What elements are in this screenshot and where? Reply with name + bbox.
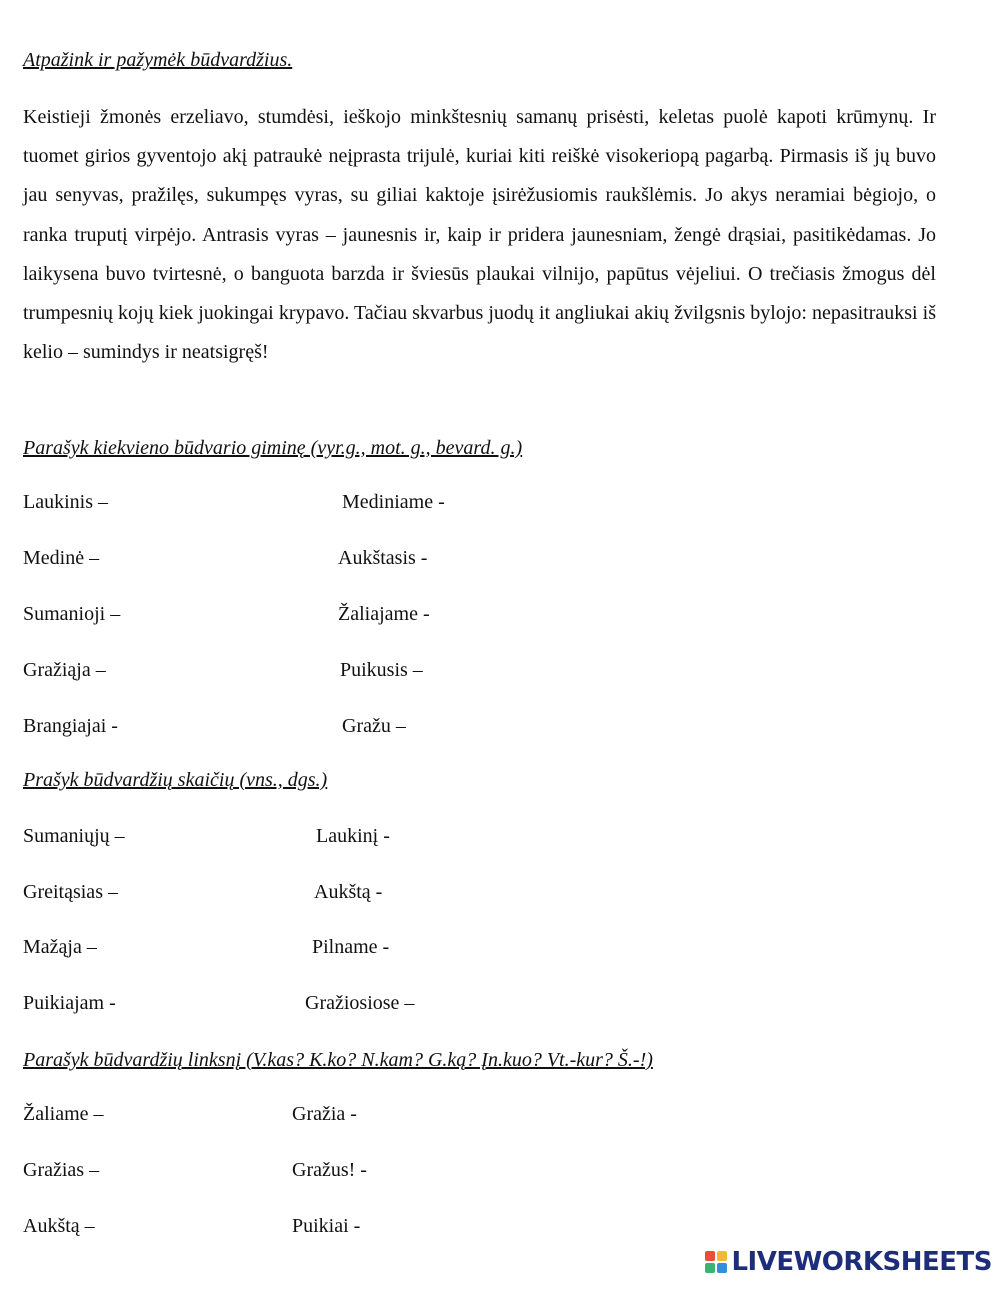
gender-item-right: Gražu –: [342, 715, 406, 737]
case-item-right: Puikiai -: [292, 1215, 361, 1237]
number-item-right: Pilname -: [312, 936, 390, 958]
number-item-right: Aukštą -: [314, 881, 383, 903]
gender-item-left: Laukinis –: [23, 491, 108, 513]
number-item-right: Laukinį -: [316, 825, 390, 847]
gender-item-right: Aukštasis -: [338, 547, 428, 569]
gender-item-left: Gražiąja –: [23, 659, 106, 681]
reading-paragraph: Keistieji žmonės erzeliavo, stumdėsi, ieškojo minkštesnių samanų prisėsti, keletas puolė kapoti krūmynų. Ir tuomet girios gyventojo akį patraukė neįprasta trijulė, kuriai kiti reiškė visokeriopą pagarbą. Pirmasis iš jų buvo jau senyvas, pražilęs, sukumpęs vyras, su giliai kaktoje įsirėžusiomis raukšlėmis. Jo akys neramiai bėgiojo, o ranka truputį virpėjo. Antrasis vyras – jaunesnis ir, kaip ir pridera jaunesniam, žengė drąsiai, pasitikėdamas. Jo laikysena buvo tvirtesnė, o banguota barzda ir šviesūs plaukai vilnijo, papūtus vėjeliui. O trečiasis žmogus dėl trumpesnių kojų kiek juokingai krypavo. Tačiau skvarbus juodų it angliukai akių žvilgsnis bylojo: nepasitrauksi iš kelio – sumindys ir neatsigręš!: [23, 106, 936, 364]
section4-heading: Parašyk būdvardžių linksnį (V.kas? K.ko? N.kam? G.ką? Įn.kuo? Vt.-kur? Š.-!): [23, 1049, 653, 1071]
section1-heading: Atpažink ir pažymėk būdvardžius.: [23, 49, 293, 71]
case-item-left: Žaliame –: [23, 1103, 104, 1125]
number-item-left: Greitąsias –: [23, 881, 118, 903]
case-item-left: Aukštą –: [23, 1215, 95, 1237]
section3-heading: Prašyk būdvardžių skaičių (vns., dgs.): [23, 769, 328, 791]
case-item-right: Gražus! -: [292, 1159, 367, 1181]
number-item-right: Gražiosiose –: [305, 992, 415, 1014]
number-item-left: Sumaniųjų –: [23, 825, 125, 847]
gender-item-left: Sumanioji –: [23, 603, 121, 625]
number-item-left: Puikiajam -: [23, 992, 116, 1014]
logo-text: LIVEWORKSHEETS: [731, 1247, 992, 1277]
gender-item-right: Žaliajame -: [338, 603, 430, 625]
gender-item-right: Mediniame -: [342, 491, 445, 513]
gender-item-left: Medinė –: [23, 547, 100, 569]
case-item-right: Gražia -: [292, 1103, 357, 1125]
section2-heading: Parašyk kiekvieno būdvario giminę (vyr.g., mot. g., bevard. g.): [23, 437, 523, 459]
liveworksheets-logo: [705, 1247, 992, 1277]
case-item-left: Gražias –: [23, 1159, 100, 1181]
liveworksheets-logo-icon: [705, 1251, 727, 1273]
gender-item-left: Brangiajai -: [23, 715, 118, 737]
number-item-left: Mažąja –: [23, 936, 97, 958]
gender-item-right: Puikusis –: [340, 659, 423, 681]
